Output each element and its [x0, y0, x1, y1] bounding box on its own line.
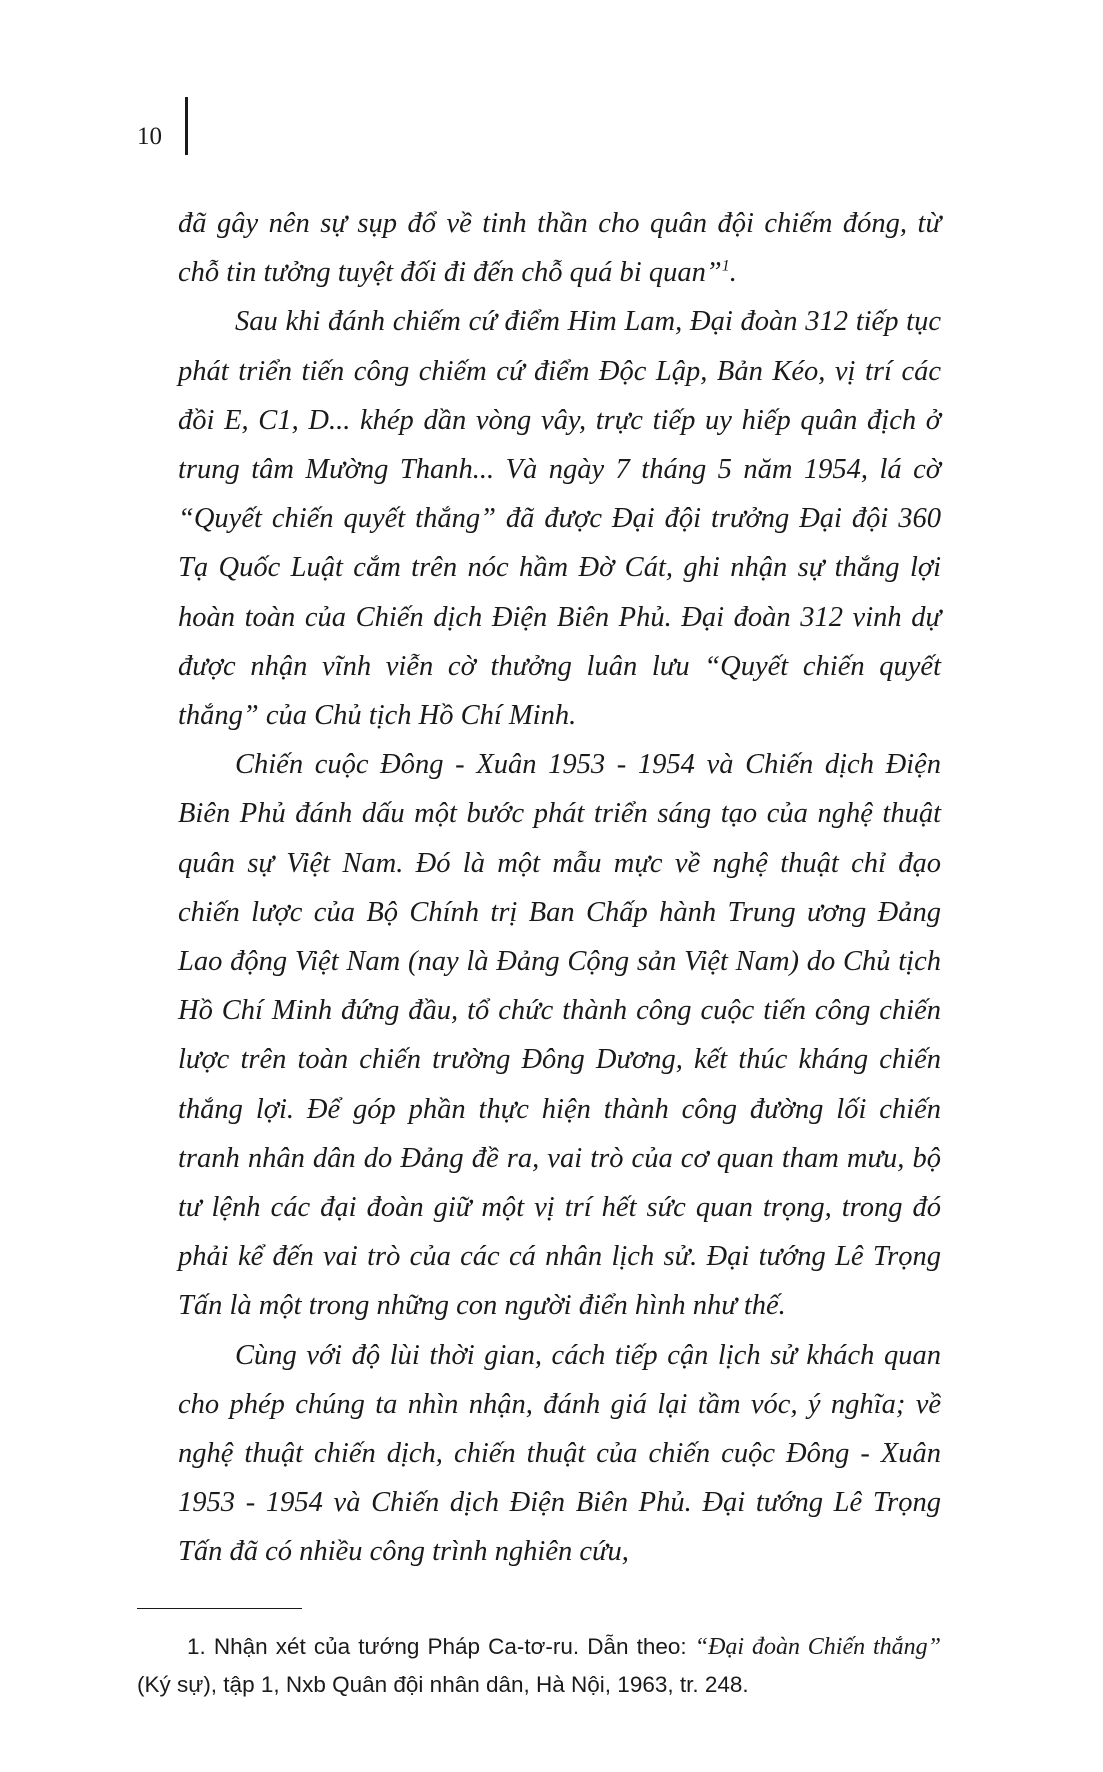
page-number: 10 — [137, 123, 162, 150]
footnote-title: “Đại đoàn Chiến thắng” — [694, 1634, 941, 1660]
header-rule — [185, 97, 188, 155]
footnote-reference: 1 — [721, 257, 730, 275]
footnote-rule — [137, 1608, 302, 1609]
paragraph-continuation — [178, 199, 941, 297]
footnote-source: (Ký sự), tập 1, Nxb Quân đội nhân dân, Hà Nội, 1963, tr. 248. — [137, 1672, 749, 1697]
paragraph: Sau khi đánh chiếm cứ điểm Him Lam, Đại đoàn 312 tiếp tục phát triển tiến công chiếm cứ điểm Độc Lập, Bản Kéo, vị trí các đồi E, C1, D... khép dần vòng vây, trực tiếp uy hiếp quân địch ở trung tâm Mường Thanh... Và ngày 7 tháng 5 năm 1954, lá cờ “Quyết chiến quyết thắng” đã được Đại đội trưởng Đại đội 360 Tạ Quốc Luật cắm trên nóc hầm Đờ Cát, ghi nhận sự thắng lợi hoàn toàn của Chiến dịch Điện Biên Phủ. Đại đoàn 312 vinh dự được nhận vĩnh viễn cờ thưởng luân lưu “Quyết chiến quyết thắng” của Chủ tịch Hồ Chí Minh. — [178, 306, 941, 732]
paragraph: Chiến cuộc Đông - Xuân 1953 - 1954 và Chiến dịch Điện Biên Phủ đánh dấu một bước phát triển sáng tạo của nghệ thuật quân sự Việt Nam. Đó là một mẫu mực về nghệ thuật chỉ đạo chiến lược của Bộ Chính trị Ban Chấp hành Trung ương Đảng Lao động Việt Nam (nay là Đảng Cộng sản Việt Nam) do Chủ tịch Hồ Chí Minh đứng đầu, tổ chức thành công cuộc tiến công chiến lược trên toàn chiến trường Đông Dương, kết thúc kháng chiến thắng lợi. Để góp phần thực hiện thành công đường lối chiến tranh nhân dân do Đảng đề ra, vai trò của cơ quan tham mưu, bộ tư lệnh các đại đoàn giữ một vị trí hết sức quan trọng, trong đó phải kể đến vai trò của các cá nhân lịch sử. Đại tướng Lê Trọng Tấn là một trong những con người điển hình như thế. — [178, 749, 941, 1322]
paragraph-punctuation: . — [729, 257, 737, 289]
footnote-marker: 1. — [187, 1634, 206, 1659]
paragraph: Cùng với độ lùi thời gian, cách tiếp cận lịch sử khách quan cho phép chúng ta nhìn nhận, đánh giá lại tầm vóc, ý nghĩa; về nghệ thuật chiến dịch, chiến thuật của chiến cuộc Đông - Xuân 1953 - 1954 và Chiến dịch Điện Biên Phủ. Đại tướng Lê Trọng Tấn đã có nhiều công trình nghiên cứu, — [178, 1339, 941, 1568]
footnote — [137, 1628, 941, 1704]
paragraph-text: đã gây nên sự sụp đổ về tinh thần cho quân đội chiếm đóng, từ chỗ tin tưởng tuyệt đối đi đến chỗ quá bi quan” — [178, 208, 941, 289]
footnote-text: Nhận xét của tướng Pháp Ca-tơ-ru. Dẫn theo: — [213, 1634, 687, 1659]
body-text — [178, 199, 941, 1577]
